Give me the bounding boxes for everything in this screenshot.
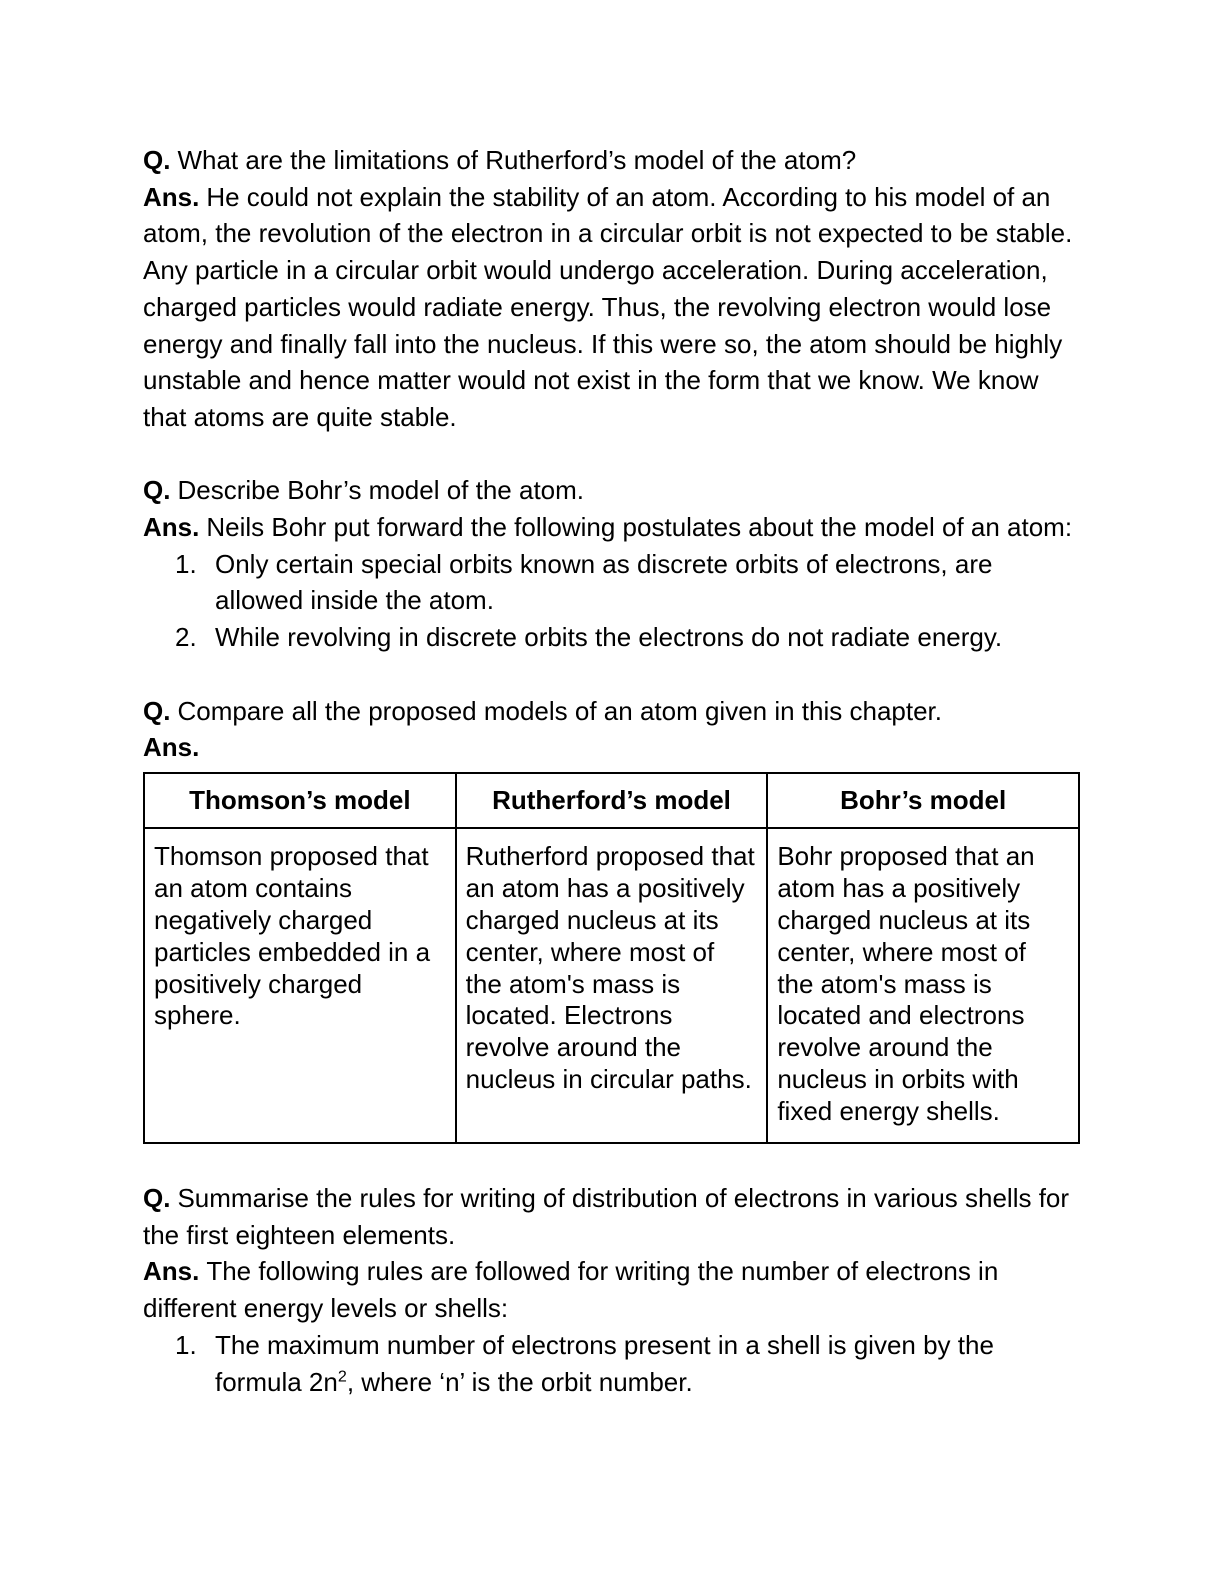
list-item-number: 1. (175, 548, 197, 579)
table-row (144, 828, 1079, 1143)
question-label: Q. (143, 475, 171, 506)
answer-paragraph (143, 179, 1080, 436)
list-item (175, 546, 1080, 619)
question-line (143, 693, 1080, 730)
formula-text-after: , where ‘n’ is the orbit number. (346, 1366, 693, 1397)
table-cell-thomson: Thomson proposed that an atom contains negatively charged particles embedded in a positively charged sphere. (144, 828, 456, 1143)
models-comparison-table (143, 772, 1080, 1144)
list-item (175, 619, 1080, 656)
table-header-bohr: Bohr’s model (767, 773, 1079, 828)
question-line (143, 1180, 1080, 1253)
qa-block-rutherford-limitations (143, 142, 1080, 436)
list-item-number: 2. (175, 622, 197, 653)
question-text: What are the limitations of Rutherford’s model of the atom? (177, 145, 857, 175)
answer-label: Ans. (143, 512, 200, 543)
question-label: Q. (143, 145, 171, 175)
formula-text-before: The maximum number of electrons present in a shell is given by the formula 2n (215, 1329, 994, 1397)
answer-text: The following rules are followed for writing the number of electrons in different energy levels or shells: (143, 1256, 999, 1324)
list-item-text: Only certain special orbits known as discrete orbits of electrons, are allowed inside the atom. (215, 548, 993, 616)
answer-label: Ans. (143, 1256, 200, 1287)
qa-block-compare-models (143, 693, 1080, 1145)
table-cell-rutherford: Rutherford proposed that an atom has a positively charged nucleus at its center, where most of the atom's mass is located. Electrons revolve around the nucleus in circular paths. (456, 828, 768, 1143)
question-text: Summarise the rules for writing of distribution of electrons in various shells for the first eighteen elements. (143, 1183, 1070, 1250)
question-label: Q. (143, 1183, 171, 1214)
table-header-thomson: Thomson’s model (144, 773, 456, 828)
question-text: Describe Bohr’s model of the atom. (177, 475, 585, 506)
table-header-rutherford: Rutherford’s model (456, 773, 768, 828)
answer-line (143, 729, 1080, 766)
qa-block-electron-distribution (143, 1180, 1080, 1400)
table-header-row (144, 773, 1079, 828)
question-text: Compare all the proposed models of an atom given in this chapter. (177, 695, 943, 726)
blank-line (143, 656, 1080, 693)
answer-label: Ans. (143, 181, 200, 212)
question-label: Q. (143, 695, 171, 726)
table-body (144, 828, 1079, 1143)
answer-text: He could not explain the stability of an atom. According to his model of an atom, the revolution of the electron in a circular orbit is not expected to be stable. Any particle in a circular orbit would undergo acceleration. During acceleration, charged particles would radiate energy. Thus, the revolving electron would lose energy and finally fall into the nucleus. If this were so, the atom should be highly unstable and hence matter would not exist in the form that we know. We know that atoms are quite stable. (143, 181, 1073, 432)
question-line (143, 142, 1080, 179)
answer-paragraph (143, 509, 1080, 546)
question-line (143, 472, 1080, 509)
answer-label: Ans. (143, 732, 200, 763)
list-item-number: 1. (175, 1329, 197, 1360)
answer-paragraph (143, 1253, 1080, 1326)
qa-block-bohr-model (143, 472, 1080, 656)
page-content (143, 142, 1080, 1400)
list-item-text (215, 1327, 1080, 1400)
formula-superscript: 2 (337, 1366, 347, 1385)
list-item (175, 1327, 1080, 1400)
table-cell-bohr: Bohr proposed that an atom has a positively charged nucleus at its center, where most of the atom's mass is located and electrons revolve around the nucleus in orbits with fixed energy shells. (767, 828, 1079, 1143)
blank-line (143, 436, 1080, 473)
answer-text: Neils Bohr put forward the following postulates about the model of an atom: (206, 512, 1073, 543)
list-item-text: While revolving in discrete orbits the electrons do not radiate energy. (215, 622, 1003, 653)
